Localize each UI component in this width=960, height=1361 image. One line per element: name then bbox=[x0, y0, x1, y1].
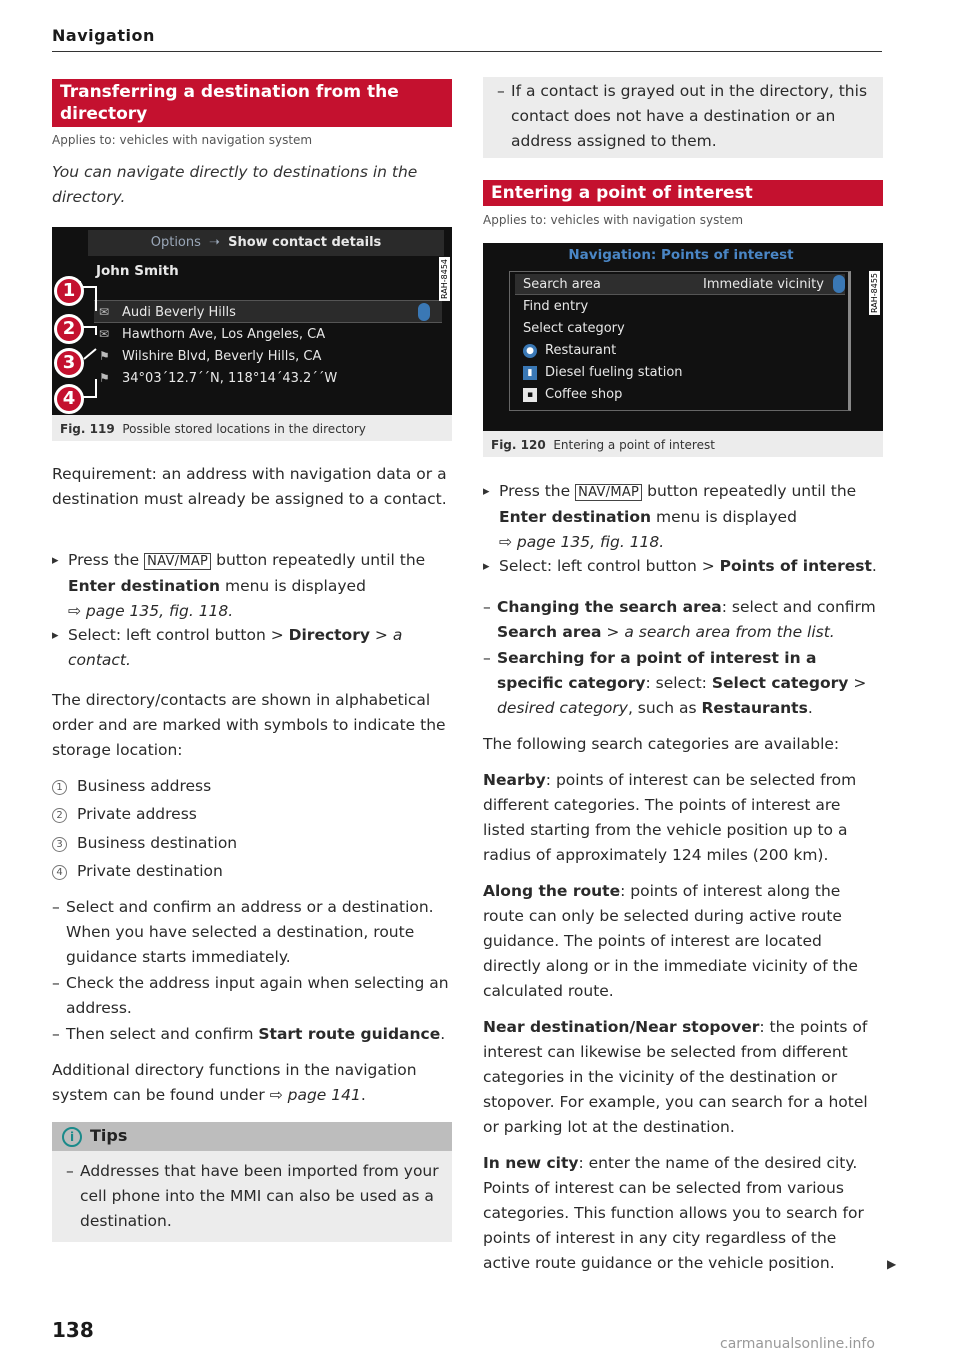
text: button repeatedly until the bbox=[642, 482, 857, 500]
private-destination-icon: ⚑ bbox=[99, 371, 110, 385]
step-select-directory bbox=[52, 623, 450, 673]
tips-title: Tips bbox=[90, 1126, 128, 1145]
bold-text: Restaurants bbox=[701, 699, 808, 717]
italic-text: a search area from the list. bbox=[624, 623, 835, 641]
poi-screen bbox=[483, 243, 883, 431]
bold-text: Nearby bbox=[483, 771, 546, 789]
bold-text: Points of interest bbox=[719, 557, 872, 575]
bold-text: Select category bbox=[711, 674, 849, 692]
continue-arrow-icon: ▶ bbox=[887, 1257, 897, 1271]
categories-intro: The following search categories are available: bbox=[483, 735, 840, 753]
directory-screen bbox=[52, 227, 452, 415]
menu-item: Find entry bbox=[523, 299, 589, 314]
category-along-route bbox=[483, 879, 881, 1004]
text: button repeatedly until the bbox=[211, 551, 426, 569]
callout-4: 4 bbox=[54, 384, 84, 414]
italic-text: desired category bbox=[497, 699, 628, 717]
menu-item: Coffee shop bbox=[545, 387, 623, 402]
category-nearby bbox=[483, 768, 881, 868]
callout-2: 2 bbox=[54, 314, 84, 344]
text: menu is displayed bbox=[651, 508, 797, 526]
fuel-icon: ▮ bbox=[523, 366, 537, 380]
text: . bbox=[360, 1086, 366, 1104]
legend-item bbox=[52, 774, 450, 799]
legend-item bbox=[52, 802, 450, 827]
page-reference: ⇨ page 135, fig. 118. bbox=[499, 533, 665, 551]
additional-functions bbox=[52, 1058, 450, 1108]
tips-box bbox=[52, 1122, 452, 1242]
text: : select and confirm bbox=[721, 598, 876, 616]
dash-item: – Check the address input again when selecting an address. bbox=[52, 971, 450, 1021]
circled-number: 1 bbox=[52, 780, 67, 795]
text: Select: left control button > bbox=[499, 557, 720, 575]
restaurant-icon: ● bbox=[523, 344, 537, 358]
page-reference: ⇨ page 135, fig. 118. bbox=[68, 602, 234, 620]
section-heading: Transferring a destination from the directory bbox=[52, 79, 452, 127]
text: > bbox=[369, 626, 393, 644]
legend-label: Business destination bbox=[77, 834, 238, 852]
tips-header bbox=[52, 1122, 452, 1151]
dash-item bbox=[52, 1022, 450, 1047]
note-box bbox=[483, 77, 883, 158]
business-destination-icon: ⚑ bbox=[99, 349, 110, 363]
figure-119 bbox=[52, 227, 452, 441]
legend-label: Private address bbox=[77, 805, 197, 823]
text: . bbox=[440, 1025, 446, 1043]
menu-item: Diesel fueling station bbox=[545, 365, 683, 380]
figure-120 bbox=[483, 243, 883, 457]
text: > bbox=[848, 674, 867, 692]
text: . bbox=[871, 557, 877, 575]
business-address-icon: ✉ bbox=[99, 305, 110, 319]
legend-item bbox=[52, 831, 450, 856]
options-label: Options bbox=[150, 235, 201, 250]
page-header bbox=[52, 26, 882, 52]
figure-code: RAH-8455 bbox=[870, 273, 879, 313]
text: : enter the name of the desired city. Points of interest can be selected from various categories. This function allows you to search for points of interest in any city regardless of the active route guidance or the vehicle position. bbox=[483, 1154, 864, 1272]
menu-item: Select category bbox=[523, 321, 625, 336]
arrow-icon: ➝ bbox=[209, 235, 220, 250]
bold-text: Along the route bbox=[483, 882, 621, 900]
caption-text: Possible stored locations in the directory bbox=[122, 422, 366, 436]
text: , such as bbox=[627, 699, 702, 717]
text: Additional directory functions in the navigation system can be found under bbox=[52, 1061, 417, 1104]
step-press-nav bbox=[52, 548, 450, 624]
show-contact-label: Show contact details bbox=[228, 235, 382, 250]
section-heading: Entering a point of interest bbox=[483, 180, 883, 206]
caption-label: Fig. 120 bbox=[491, 438, 546, 452]
text: Press the bbox=[499, 482, 576, 500]
callout-3: 3 bbox=[54, 348, 84, 378]
requirement-text: Requirement: an address with navigation data or a destination must already be assigned to a contact. bbox=[52, 465, 447, 508]
legend-label: Private destination bbox=[77, 862, 223, 880]
figure-code: RAH-8454 bbox=[440, 259, 449, 299]
menu-item: Restaurant bbox=[545, 343, 617, 358]
circled-number: 2 bbox=[52, 808, 67, 823]
caption-text: Entering a point of interest bbox=[553, 438, 715, 452]
nav-map-key: NAV/MAP bbox=[144, 553, 211, 570]
bold-text: Changing the search area bbox=[497, 598, 722, 616]
directory-entry: Audi Beverly Hills bbox=[122, 305, 236, 320]
nav-map-key: NAV/MAP bbox=[575, 484, 642, 501]
bold-text: In new city bbox=[483, 1154, 579, 1172]
page-reference: ⇨ page 141 bbox=[269, 1086, 361, 1104]
category-new-city bbox=[483, 1151, 881, 1276]
dash-item: – Select and confirm an address or a destination. When you have selected a destination, route guidance starts immediately. bbox=[52, 895, 450, 970]
bold-text: Searching for a point of interest in a specific category bbox=[497, 649, 817, 692]
figure-caption bbox=[52, 418, 374, 440]
legend-label: Business address bbox=[77, 777, 212, 795]
info-icon: i bbox=[62, 1127, 82, 1147]
text: : points of interest can be selected from different categories. The points of interest are listed starting from the vehicle position up to a radius of approximately 124 miles (200 km). bbox=[483, 771, 857, 864]
directory-description: The directory/contacts are shown in alphabetical order and are marked with symbols to indicate the storage location: bbox=[52, 691, 446, 759]
directory-entry: Hawthorn Ave, Los Angeles, CA bbox=[122, 327, 326, 342]
legend-item bbox=[52, 859, 450, 884]
bold-text: Enter destination bbox=[499, 508, 652, 526]
figure-caption bbox=[483, 434, 723, 456]
step-select-poi bbox=[483, 554, 881, 579]
callout-1: 1 bbox=[54, 276, 84, 306]
screen-title: Navigation: Points of interest bbox=[568, 247, 794, 263]
bold-text: Start route guidance bbox=[258, 1025, 441, 1043]
screen-topbar bbox=[88, 230, 444, 256]
text: Press the bbox=[68, 551, 145, 569]
circled-number: 3 bbox=[52, 837, 67, 852]
dash-item bbox=[483, 646, 881, 721]
text: Select: left control button > bbox=[68, 626, 289, 644]
italic-text: a contact. bbox=[68, 626, 403, 669]
scroll-indicator bbox=[833, 275, 845, 293]
text: > bbox=[601, 623, 625, 641]
private-address-icon: ✉ bbox=[99, 327, 110, 341]
grayed-contact-note: – If a contact is grayed out in the directory, this contact does not have a destination or an address assigned to them. bbox=[497, 79, 873, 154]
directory-entry: Wilshire Blvd, Beverly Hills, CA bbox=[122, 349, 322, 364]
intro-text: You can navigate directly to destinations in the directory. bbox=[52, 163, 418, 206]
text: : points of interest along the route can only be selected during active route guidance. The points of interest are located directly along or in the immediate vicinity of the calculated route. bbox=[483, 882, 858, 1000]
applies-note: Applies to: vehicles with navigation system bbox=[483, 213, 744, 227]
directory-entry: 34°03´12.7´´N, 118°14´43.2´´W bbox=[122, 371, 338, 386]
tips-text: – Addresses that have been imported from your cell phone into the MMI can also be used as a destination. bbox=[66, 1159, 440, 1234]
category-near-destination bbox=[483, 1015, 881, 1140]
tips-body bbox=[52, 1151, 452, 1242]
bold-text: Directory bbox=[288, 626, 370, 644]
text: menu is displayed bbox=[220, 577, 366, 595]
page-number: 138 bbox=[52, 1318, 94, 1342]
scroll-indicator bbox=[418, 303, 430, 321]
contact-name: John Smith bbox=[96, 263, 179, 279]
search-area-value: Immediate vicinity bbox=[703, 277, 824, 292]
coffee-icon: ▪ bbox=[523, 388, 537, 402]
section-title: Navigation bbox=[52, 26, 155, 45]
applies-note: Applies to: vehicles with navigation system bbox=[52, 133, 313, 147]
bold-text: Near destination/Near stopover bbox=[483, 1018, 760, 1036]
text: : the points of interest can likewise be selected from different categories in the vicinity of the destination or stopover. For example, you can search for a hotel or parking lot at the destination. bbox=[483, 1018, 868, 1136]
circled-number: 4 bbox=[52, 865, 67, 880]
text: : select: bbox=[645, 674, 712, 692]
menu-item-search-area: Search area bbox=[523, 277, 601, 292]
bold-text: Search area bbox=[497, 623, 602, 641]
watermark: carmanualsonline.info bbox=[720, 1336, 875, 1352]
text: Then select and confirm bbox=[66, 1025, 259, 1043]
text: . bbox=[807, 699, 813, 717]
dash-item bbox=[483, 595, 881, 645]
caption-label: Fig. 119 bbox=[60, 422, 115, 436]
bold-text: Enter destination bbox=[68, 577, 221, 595]
step-press-nav bbox=[483, 479, 881, 555]
